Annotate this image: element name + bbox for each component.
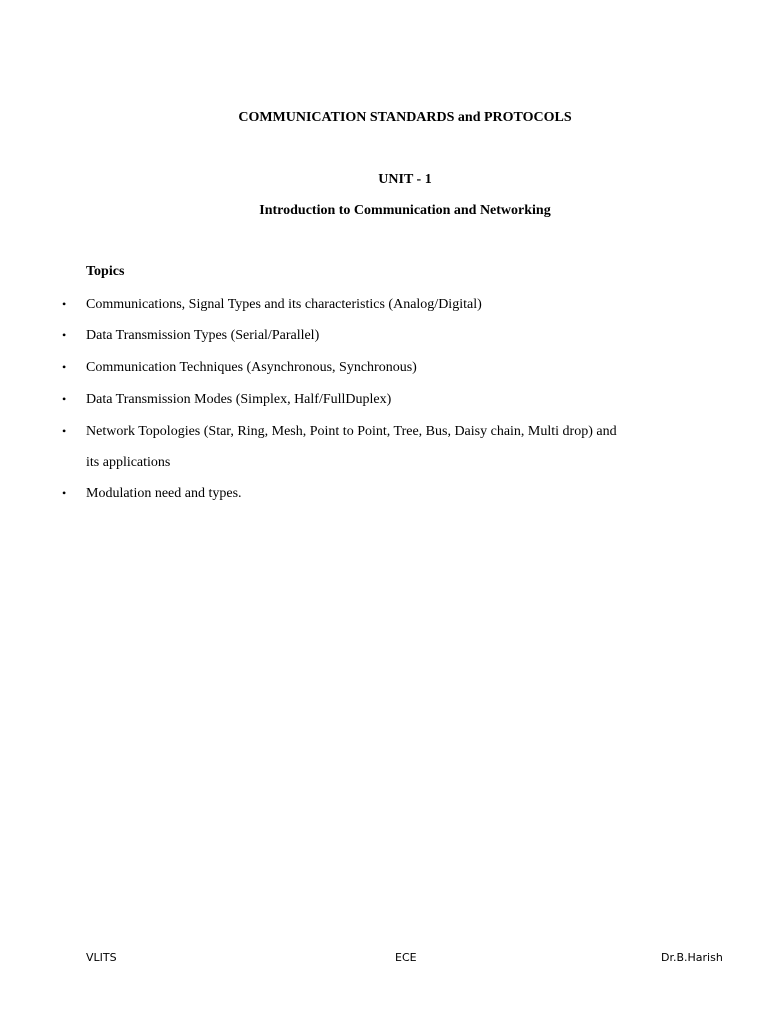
topic-text: Communication Techniques (Asynchronous, Synchronous)	[86, 360, 417, 375]
bullet-icon: •	[62, 392, 67, 406]
list-item	[62, 416, 626, 478]
topics-heading: Topics	[86, 264, 125, 279]
bullet-icon: •	[62, 424, 67, 438]
topic-text: Communications, Signal Types and its characteristics (Analog/Digital)	[86, 297, 482, 312]
footer-author: Dr.B.Harish	[661, 951, 723, 964]
bullet-icon: •	[62, 297, 67, 311]
topic-text: Data Transmission Modes (Simplex, Half/FullDuplex)	[86, 392, 392, 407]
list-item	[62, 384, 626, 415]
list-item	[62, 320, 626, 351]
bullet-icon: •	[62, 360, 67, 374]
footer-department: ECE	[395, 951, 417, 964]
bullet-icon: •	[62, 486, 67, 500]
footer-institution: VLITS	[86, 951, 117, 964]
topic-text: Data Transmission Types (Serial/Parallel)	[86, 328, 320, 343]
unit-heading: UNIT - 1	[378, 172, 432, 187]
bullet-icon: •	[62, 328, 67, 342]
topic-text: Modulation need and types.	[86, 486, 242, 501]
list-item	[62, 352, 626, 383]
document-title: COMMUNICATION STANDARDS and PROTOCOLS	[238, 110, 572, 125]
topic-text: Network Topologies (Star, Ring, Mesh, Point to Point, Tree, Bus, Daisy chain, Multi drop) and its applications	[86, 424, 617, 470]
list-item	[62, 478, 626, 509]
unit-subtitle: Introduction to Communication and Networking	[259, 203, 551, 218]
list-item	[62, 289, 626, 320]
